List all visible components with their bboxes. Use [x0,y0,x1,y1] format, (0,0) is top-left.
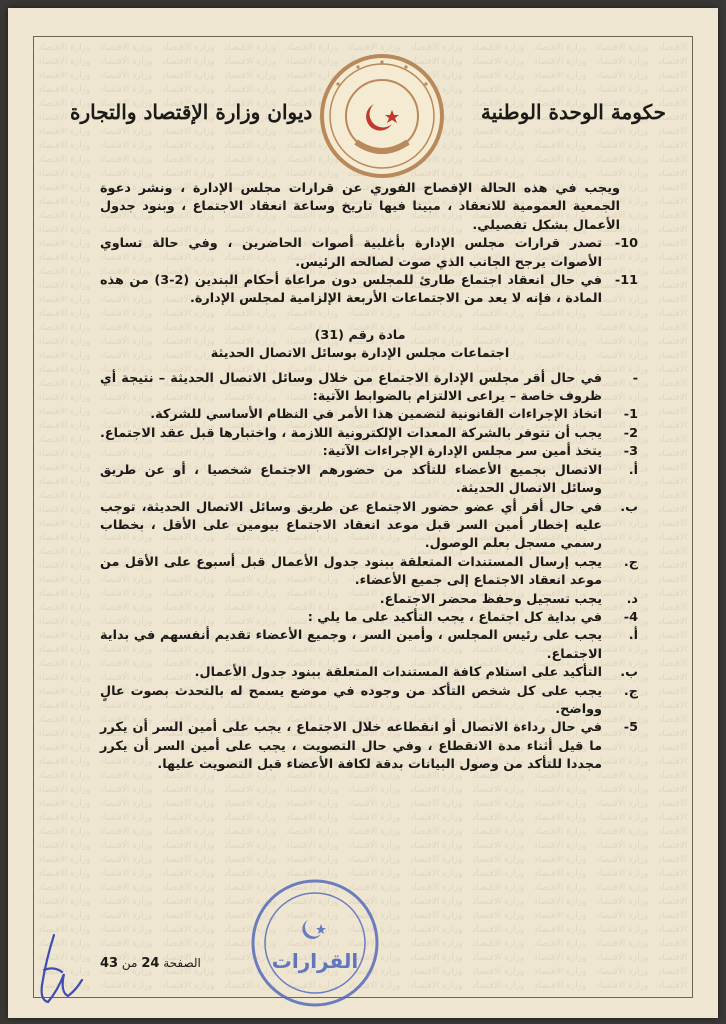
rule-4 [100,609,638,627]
rule-number: 5- [623,720,638,736]
article-intro-text: في حال أقر مجلس الإدارة الاجتماع من خلال وسائل الاتصال الحديثة – نتيجة أي ظروف خاصة – يراعى الالتزام بالضوابط الآتية: [100,370,602,405]
sub-letter: أ. [628,628,638,644]
rule-3-a [100,462,638,499]
sub-text: يجب إرسال المستندات المتعلقة ببنود جدول الأعمال قبل أسبوع على الأقل من موعد انعقاد الاجتماع إلى جميع الأعضاء. [100,554,602,589]
sub-letter: د. [626,591,638,607]
rule-3-b [100,499,638,554]
clause-11 [100,272,638,309]
rule-5 [100,719,638,774]
article-title: اجتماعات مجلس الإدارة بوسائل الاتصال الحديثة [210,346,510,362]
clause-number: 10- [614,236,638,252]
rule-3 [100,443,638,461]
sub-letter: ب. [620,665,638,681]
rule-number: 4- [623,609,638,625]
rule-text: يجب أن تتوفر بالشركة المعدات الإلكترونية اللازمة ، واختبارها قبل عقد الاجتماع. [99,425,602,441]
sub-text: يجب على كل شخص التأكد من وجوده في موضع يسمح له بالتحدث بصوت عالٍ وواضح. [100,683,602,717]
rule-text: يتخذ أمين سر مجلس الإدارة الإجراءات الآتية: [322,444,602,460]
of-label: من [121,956,138,970]
sub-text: في حال أقر أي عضو حضور الاجتماع عن طريق وسائل الاتصال الحديثة، توجب عليه إخطار أمين السر قبل موعد انعقاد الاجتماع بيومين على الأقل ، بخطاب رسمي مسجل بعلم الوصول. [100,499,602,552]
document-page [8,8,718,1018]
stamp-label: القرارات [271,949,359,973]
sub-letter: ج. [623,554,638,570]
clause-text: في حال انعقاد اجتماع طارئ للمجلس دون مراعاة أحكام البندين (2-3) من هذه المادة ، فإنه لا يعد من الاجتماعات الأربعة الإلزامية لمجلس الإدارة. [100,273,602,307]
article-intro [100,370,638,407]
handwritten-signature [24,930,94,1010]
page-label: الصفحة [163,956,201,970]
sub-text: التأكيد على استلام كافة المستندات المتعلقة ببنود جدول الأعمال. [194,665,602,681]
header-ministry-title: ديوان وزارة الإقتصاد والتجارة [70,100,313,124]
sub-text: يجب تسجيل وحفظ محضر الاجتماع. [379,591,602,607]
state-emblem-seal [318,52,446,180]
sub-letter: ب. [620,499,638,515]
clause-text: تصدر قرارات مجلس الإدارة بأغلبية أصوات الحاضرين ، وفي حالة تساوي الأصوات يرجح الجانب الذي صوت لصالحه الرئيس. [100,236,602,270]
clause-10 [100,235,638,272]
intro-paragraph: ويجب في هذه الحالة الإفصاح الفوري عن قرارات مجلس الإدارة ، ونشر دعوة الجمعية العمومية للانعقاد ، مبينا فيها تاريخ وساعة انعقاد الاجتماع ، وبنود جدول الأعمال بشكل تفصيلي. [100,181,620,233]
decisions-stamp [248,876,382,1010]
bullet-dash: - [632,370,638,386]
rule-number: 1- [623,407,638,423]
clause-number: 11- [614,273,638,289]
rule-4-b [100,664,638,682]
rule-3-c [100,554,638,591]
article-number: مادة رقم (31) [314,327,406,343]
rule-4-c [100,683,638,720]
header-government-title: حكومة الوحدة الوطنية [480,100,666,124]
page-number: 24 [141,956,160,971]
page-footer [100,956,201,971]
rule-text: في بداية كل اجتماع ، يجب التأكيد على ما يلي : [307,609,602,625]
rule-1 [100,406,638,424]
rule-number: 2- [623,425,638,441]
rule-2 [99,425,638,443]
rule-number: 3- [623,444,638,460]
sub-text: الاتصال بجميع الأعضاء للتأكد من حضورهم الاجتماع شخصيا ، أو عن طريق وسائل الاتصال الحديثة. [100,462,602,497]
rule-text: اتخاذ الإجراءات القانونية لتضمين هذا الأمر في النظام الأساسي للشركة. [150,407,602,423]
sub-text: يجب على رئيس المجلس ، وأمين السر ، وجميع الأعضاء تقديم أنفسهم في بداية الاجتماع. [100,628,602,662]
rule-4-a [100,627,638,664]
total-pages: 43 [100,956,119,971]
sub-letter: ج. [623,683,638,699]
document-body [99,180,638,775]
rule-text: في حال رداءة الاتصال أو انقطاعه خلال الاجتماع ، يجب على أمين السر أن يكرر ما قيل أثناء مدة الانقطاع ، وفي حال التصويت ، يجب على أمين السر أن يكرر مجددا للتأكد من وصول البيانات بدقة لكافة الأعضاء قبل التصويت عليها. [100,720,602,773]
sub-letter: أ. [628,462,638,478]
rule-3-d [100,591,638,609]
